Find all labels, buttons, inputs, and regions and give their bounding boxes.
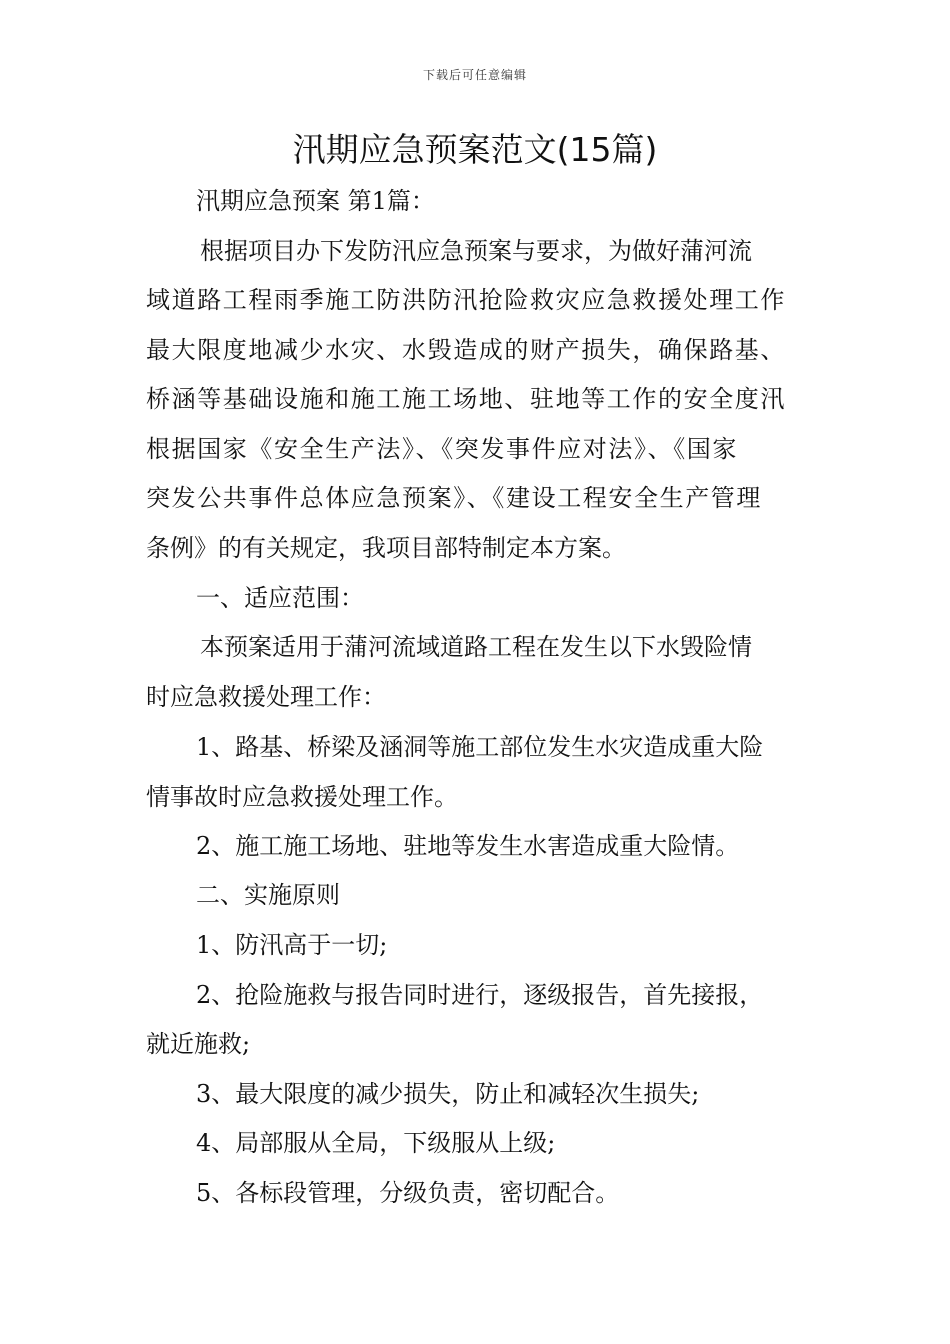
paragraph-line: 桥涵等基础设施和施工施工场地、驻地等工作的安全度汛 [146,385,786,413]
paragraph-line: 域道路工程雨季施工防洪防汛抢险救灾应急救援处理工作 [146,286,786,314]
paragraph-line: 根据国家《安全生产法》、《突发事件应对法》、《国家 [146,435,738,463]
paragraph-line: 最大限度地减少水灾、水毁造成的财产损失，确保路基、 [146,336,786,364]
page-header-note: 下载后可任意编辑 [422,68,527,82]
list-item-continuation: 就近施救; [146,1030,251,1058]
section-heading: 一、适应范围： [196,584,364,612]
list-item: 2、抢险施救与报告同时进行，逐级报告，首先接报， [196,981,764,1009]
list-item: 4、局部服从全局，下级服从上级; [196,1129,556,1157]
section-heading: 二、实施原则 [196,881,340,909]
paragraph-line: 本预案适用于蒲河流域道路工程在发生以下水毁险情 [200,633,752,661]
list-item: 1、路基、桥梁及涵洞等施工部位发生水灾造成重大险 [196,733,764,761]
paragraph-line: 时应急救援处理工作： [146,683,386,711]
section-heading: 汛期应急预案 第1篇： [196,187,435,215]
list-item: 2、施工施工场地、驻地等发生水害造成重大险情。 [196,832,740,860]
paragraph-line: 突发公共事件总体应急预案》、《建设工程安全生产管理 [146,484,762,512]
list-item: 3、最大限度的减少损失，防止和减轻次生损失; [196,1080,700,1108]
paragraph-line: 条例》的有关规定，我项目部特制定本方案。 [146,534,626,562]
list-item: 5、各标段管理，分级负责，密切配合。 [196,1179,620,1207]
list-item-continuation: 情事故时应急救援处理工作。 [146,783,458,811]
document-title: 汛期应急预案范文(15篇) [292,130,658,169]
list-item: 1、防汛高于一切; [196,931,388,959]
paragraph-line: 根据项目办下发防汛应急预案与要求，为做好蒲河流 [200,237,752,265]
